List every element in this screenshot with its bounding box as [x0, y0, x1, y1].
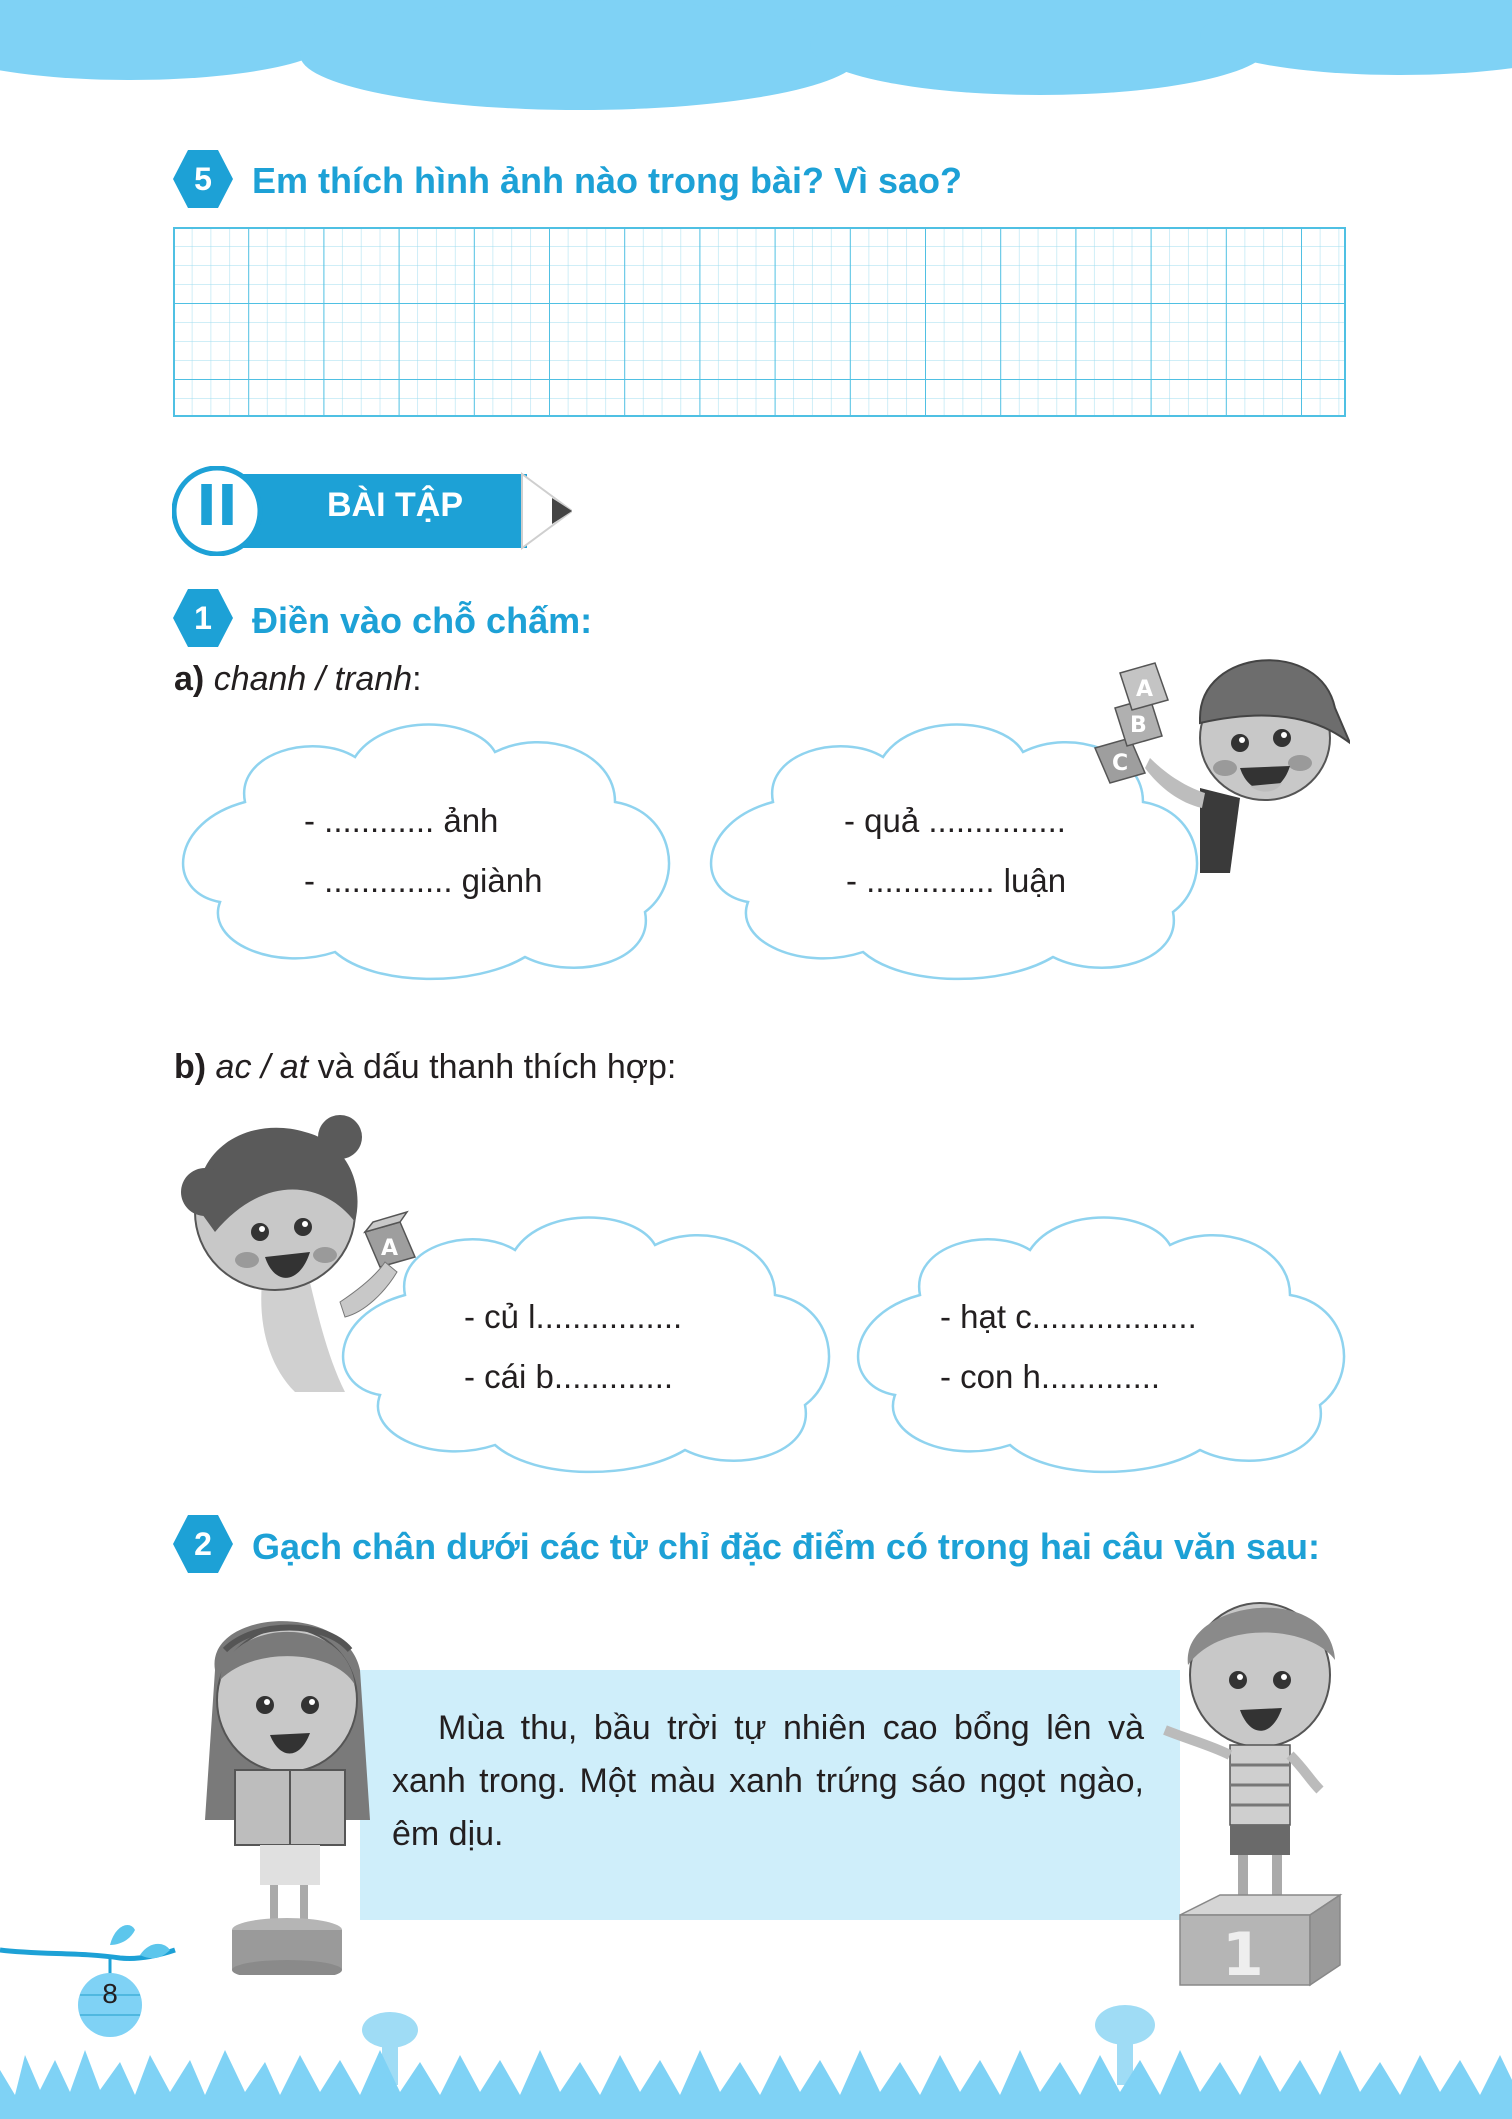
exercise-1-number: 1	[194, 600, 212, 636]
cloud-a2-line-1: - quả ...............	[844, 802, 1066, 839]
writing-grid[interactable]	[173, 227, 1346, 417]
part-b-words: ac / at	[215, 1048, 309, 1086]
part-a-suffix: :	[412, 660, 422, 698]
cloud-b1-line-2: - cái b.............	[464, 1358, 674, 1395]
part-b-marker: b)	[174, 1048, 207, 1086]
boy-with-blocks-illustration	[1090, 628, 1350, 878]
part-a-label	[174, 660, 422, 699]
cloud-b2	[850, 1205, 1360, 1475]
boy-on-podium-illustration	[1160, 1580, 1360, 1990]
girl-reading-illustration	[195, 1590, 380, 1975]
grass-footer	[0, 2000, 1512, 2119]
block-c	[1095, 738, 1145, 783]
cloud-a1	[175, 712, 685, 982]
exercise-2-instruction: Gạch chân dưới các từ chỉ đặc điểm có trong hai câu văn sau:	[252, 1526, 1321, 1567]
cloud-a1-line-2: - .............. giành	[304, 862, 543, 899]
exercise-5-question: Em thích hình ảnh nào trong bài? Vì sao?	[252, 160, 963, 201]
girl-block-letter: A	[381, 1236, 399, 1261]
cloud-b2-line-2: - con h.............	[940, 1358, 1161, 1395]
block-a	[1120, 663, 1168, 710]
exercise-5-number: 5	[194, 161, 212, 197]
section-roman: II	[196, 474, 238, 539]
part-b-label	[174, 1048, 676, 1087]
cloud-b1-line-1: - củ l................	[464, 1298, 683, 1335]
passage-text[interactable]: Mùa thu, bầu trời tự nhiên cao bổng lên và xanh trong. Một màu xanh trứng sáo ngọt ngào, êm dịu.	[392, 1709, 1144, 1853]
page-number: 8	[102, 1978, 118, 2009]
cloud-a2-line-2: - .............. luận	[846, 862, 1067, 899]
part-a-marker: a)	[174, 660, 205, 698]
block-b-letter: B	[1130, 713, 1147, 738]
block-c-letter: C	[1112, 751, 1129, 776]
cloud-b2-line-1: - hạt c..................	[940, 1298, 1197, 1335]
cloud-a1-line-1: - ............ ảnh	[304, 802, 499, 839]
podium-number: 1	[1222, 1920, 1264, 1990]
exercise-1-instruction: Điền vào chỗ chấm:	[252, 600, 593, 641]
exercise-2-number: 2	[194, 1526, 212, 1562]
section-title: BÀI TẬP	[327, 486, 463, 524]
sky-clouds-banner	[0, 0, 1512, 120]
block-a-letter: A	[1136, 677, 1154, 702]
part-a-words: chanh / tranh	[213, 660, 413, 698]
part-b-suffix: và dấu thanh thích hợp:	[308, 1048, 677, 1086]
girl-with-block-illustration	[175, 1112, 435, 1392]
